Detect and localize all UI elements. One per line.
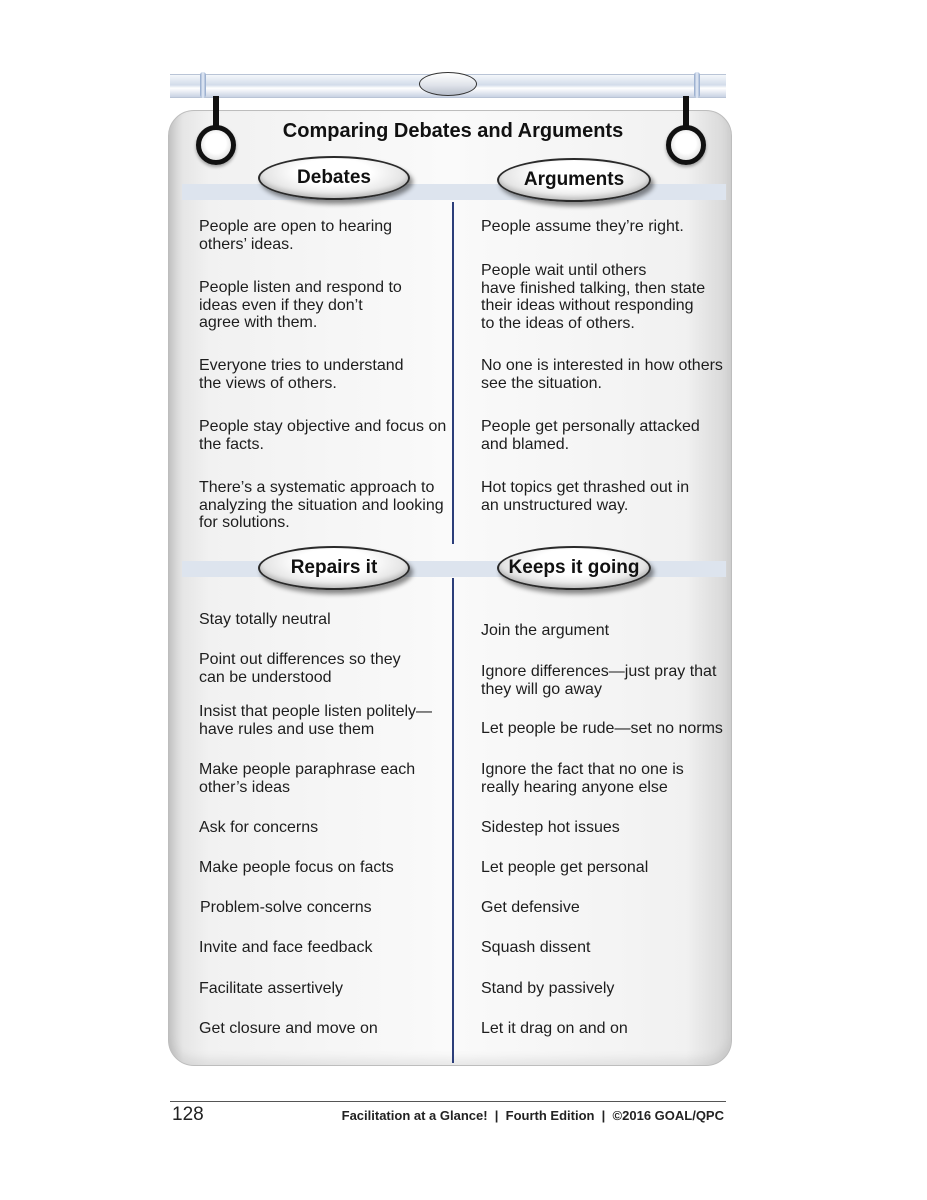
keeps-going-item: Join the argument [481,622,610,639]
repairs-item: Invite and face feedback [199,939,373,956]
keeps-going-item: Stand by passively [481,980,615,997]
keeps-going-item: Get defensive [481,899,580,916]
debates-item: People listen and respond to ideas even if they don’t agree with them. [199,279,402,331]
page-number: 128 [172,1104,204,1125]
repairs-item: Ask for concerns [199,819,319,836]
footer-credit: Facilitation at a Glance! | Fourth Edition | ©2016 GOAL/QPC [341,1108,724,1123]
rod-pin-right [694,72,700,98]
repairs-item: Get closure and move on [199,1020,378,1037]
debates-item: Everyone tries to understand the views of others. [199,357,404,392]
keeps-going-item: Ignore differences—just pray that they will go away [481,663,717,698]
repairs-item: Stay totally neutral [199,611,331,628]
repairs-item: Facilitate assertively [199,980,344,997]
debates-item: There’s a systematic approach to analyzing the situation and looking for solutions. [199,479,444,531]
keeps-going-item: Let people be rude—set no norms [481,720,723,737]
keeps-going-item: Ignore the fact that no one is really hearing anyone else [481,761,684,796]
arguments-item: Hot topics get thrashed out in an unstructured way. [481,479,690,514]
keeps-going-item: Sidestep hot issues [481,819,620,836]
keeps-going-item: Let it drag on and on [481,1020,628,1037]
repairs-item: Problem-solve concerns [200,899,372,916]
repairs-item: Point out differences so they can be understood [199,651,401,686]
keeps-it-going-header: Keeps it going [497,546,651,590]
repairs-item: Insist that people listen politely— have rules and use them [199,703,433,738]
rod-pin-left [200,72,206,98]
column-divider-bottom [452,578,454,1063]
arguments-header: Arguments [497,158,651,202]
arguments-item: No one is interested in how others see the situation. [481,357,723,392]
debates-header: Debates [258,156,410,200]
repairs-item: Make people focus on facts [199,859,394,876]
repairs-it-header: Repairs it [258,546,410,590]
keeps-going-item: Let people get personal [481,859,649,876]
arguments-item: People get personally attacked and blamed. [481,418,700,453]
repairs-item: Make people paraphrase each other’s ideas [199,761,416,796]
footer-rule [170,1101,726,1102]
column-divider-top [452,202,454,544]
keeps-going-item: Squash dissent [481,939,591,956]
rod-knob [419,72,477,96]
debates-item: People are open to hearing others’ ideas. [199,218,393,253]
arguments-item: People assume they’re right. [481,218,684,235]
comparison-card [168,110,732,1066]
debates-item: People stay objective and focus on the facts. [199,418,447,453]
arguments-item: People wait until others have finished talking, then state their ideas without responding to the ideas of others. [481,262,706,332]
card-title: Comparing Debates and Arguments [282,120,624,142]
